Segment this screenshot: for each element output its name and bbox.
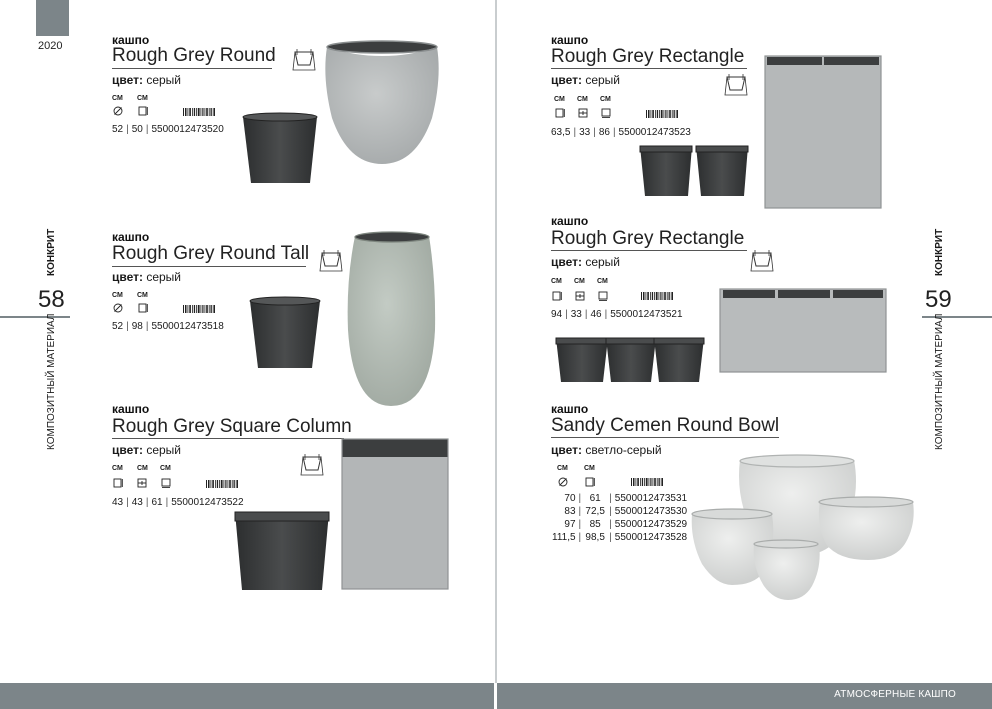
dim-unit: СМ — [551, 278, 562, 285]
product-title: Sandy Cemen Round Bowl — [551, 415, 780, 436]
product-section-label: кашпо — [112, 33, 150, 47]
diameter-icon — [113, 106, 123, 116]
dim-unit: СМ — [137, 95, 148, 102]
footer-gap — [494, 683, 497, 709]
color-label: цвет: — [112, 73, 143, 87]
left-page-number: 58 — [38, 286, 65, 313]
product-values: 94 | 33 | 46 | 5500012473521 — [551, 309, 683, 320]
dim-value: 52 — [112, 124, 124, 135]
diameter-icon — [113, 303, 123, 313]
product-code: 5500012473522 — [171, 497, 244, 508]
table-row — [549, 505, 690, 518]
width-icon — [601, 108, 611, 118]
height-icon — [138, 106, 148, 116]
size-table — [549, 492, 690, 544]
product-title: Rough Grey Round — [112, 45, 276, 66]
depth-icon — [578, 108, 588, 118]
height-value: 85 — [589, 519, 601, 530]
divider: | — [609, 506, 612, 517]
product-section-label: кашпо — [551, 402, 589, 416]
right-page-number-rule — [922, 316, 992, 318]
height-value: 98,5 — [585, 532, 605, 543]
color-value: серый — [146, 443, 182, 457]
product-title: Rough Grey Square Column — [112, 416, 352, 437]
right-material-label: КОМПОЗИТНЫЙ МАТЕРИАЛ — [934, 313, 945, 450]
product-color — [112, 443, 181, 457]
table-row — [549, 531, 690, 544]
dim-value: 33 — [570, 309, 582, 320]
header-color-block — [36, 0, 69, 36]
product-code: 5500012473520 — [151, 124, 224, 135]
dim-value: 50 — [131, 124, 143, 135]
divider: | — [609, 493, 612, 504]
diameter-value: 111,5 — [552, 532, 576, 543]
dim-value: 94 — [551, 309, 563, 320]
product-image-sandy-cemen-round-bowl — [688, 452, 920, 602]
height-icon — [555, 108, 565, 118]
dim-unit: СМ — [574, 278, 585, 285]
barcode-icon — [631, 478, 663, 486]
product-image-rough-grey-round-tall — [245, 230, 440, 408]
dim-unit: СМ — [160, 465, 171, 472]
year-label: 2020 — [38, 40, 63, 52]
dim-value: 43 — [131, 497, 143, 508]
left-page-number-rule — [0, 316, 70, 318]
dim-unit: СМ — [112, 95, 123, 102]
depth-icon — [137, 478, 147, 488]
dim-value: 61 — [151, 497, 163, 508]
diameter-value: 83 — [564, 506, 576, 517]
product-image-rough-grey-rectangle-long — [553, 284, 893, 386]
diameter-value: 70 — [564, 493, 576, 504]
product-title: Rough Grey Round Tall — [112, 243, 310, 264]
diameter-value: 97 — [564, 519, 576, 530]
product-code: 5500012473530 — [614, 506, 688, 517]
product-color — [551, 73, 620, 87]
color-label: цвет: — [112, 443, 143, 457]
divider: | — [578, 532, 582, 543]
divider: | — [578, 493, 582, 504]
divider: | — [578, 519, 582, 530]
dim-unit: СМ — [600, 96, 611, 103]
color-label: цвет: — [551, 443, 582, 457]
product-values: 63,5 | 33 | 86 | 5500012473523 — [551, 127, 691, 138]
color-label: цвет: — [551, 255, 582, 269]
left-category-label: КОНКРИТ — [46, 228, 57, 276]
dim-value: 43 — [112, 497, 124, 508]
dim-unit: СМ — [584, 465, 595, 472]
title-underline — [551, 250, 747, 251]
table-row — [549, 518, 690, 531]
inner-pot-icon — [750, 248, 774, 274]
barcode-icon — [183, 305, 215, 313]
product-values: 52 | 50 | 5500012473520 — [112, 124, 224, 135]
height-icon — [585, 477, 595, 487]
product-color — [112, 73, 181, 87]
dim-unit: СМ — [557, 465, 568, 472]
product-values: 52 | 98 | 5500012473518 — [112, 321, 224, 332]
color-label: цвет: — [112, 270, 143, 284]
dim-unit: СМ — [137, 292, 148, 299]
product-image-rough-grey-round — [240, 38, 445, 188]
divider: | — [578, 506, 582, 517]
product-title: Rough Grey Rectangle — [551, 228, 745, 249]
footer-title: АТМОСФЕРНЫЕ КАШПО — [834, 689, 956, 700]
product-values: 43 | 43 | 61 | 5500012473522 — [112, 497, 244, 508]
color-value: серый — [585, 255, 621, 269]
product-section-label: кашпо — [112, 402, 150, 416]
dim-unit: СМ — [112, 292, 123, 299]
dim-value: 86 — [598, 127, 610, 138]
dim-value: 33 — [579, 127, 591, 138]
product-color — [112, 270, 181, 284]
product-image-rough-grey-square-column — [232, 436, 452, 594]
height-value: 72,5 — [585, 506, 605, 517]
color-value: серый — [146, 270, 182, 284]
dim-unit: СМ — [597, 278, 608, 285]
product-code: 5500012473528 — [614, 532, 688, 543]
divider: | — [609, 532, 612, 543]
width-icon — [161, 478, 171, 488]
page-spine — [495, 0, 497, 709]
barcode-icon — [183, 108, 215, 116]
product-title: Rough Grey Rectangle — [551, 46, 745, 67]
product-code: 5500012473529 — [614, 519, 688, 530]
product-code: 5500012473518 — [151, 321, 224, 332]
dim-value: 52 — [112, 321, 124, 332]
product-code: 5500012473521 — [610, 309, 683, 320]
product-color — [551, 255, 620, 269]
dim-unit: СМ — [577, 96, 588, 103]
right-category-label: КОНКРИТ — [934, 228, 945, 276]
dim-unit: СМ — [554, 96, 565, 103]
divider: | — [609, 519, 612, 530]
product-section-label: кашпо — [551, 214, 589, 228]
color-value: светло-серый — [585, 443, 662, 457]
height-value: 61 — [589, 493, 601, 504]
product-image-rough-grey-rectangle-tall — [637, 52, 887, 210]
dim-unit: СМ — [137, 465, 148, 472]
color-value: серый — [146, 73, 182, 87]
product-code: 5500012473523 — [618, 127, 691, 138]
height-icon — [113, 478, 123, 488]
diameter-icon — [558, 477, 568, 487]
left-material-label: КОМПОЗИТНЫЙ МАТЕРИАЛ — [46, 313, 57, 450]
product-section-label: кашпо — [551, 33, 589, 47]
dim-unit: СМ — [112, 465, 123, 472]
dim-value: 63,5 — [551, 127, 571, 138]
height-icon — [138, 303, 148, 313]
table-row — [549, 492, 690, 505]
title-underline — [551, 437, 779, 438]
color-value: серый — [585, 73, 621, 87]
dim-value: 46 — [590, 309, 602, 320]
product-code: 5500012473531 — [614, 493, 688, 504]
product-section-label: кашпо — [112, 230, 150, 244]
dim-value: 98 — [131, 321, 143, 332]
color-label: цвет: — [551, 73, 582, 87]
right-page-number: 59 — [925, 286, 952, 313]
product-color — [551, 443, 662, 457]
